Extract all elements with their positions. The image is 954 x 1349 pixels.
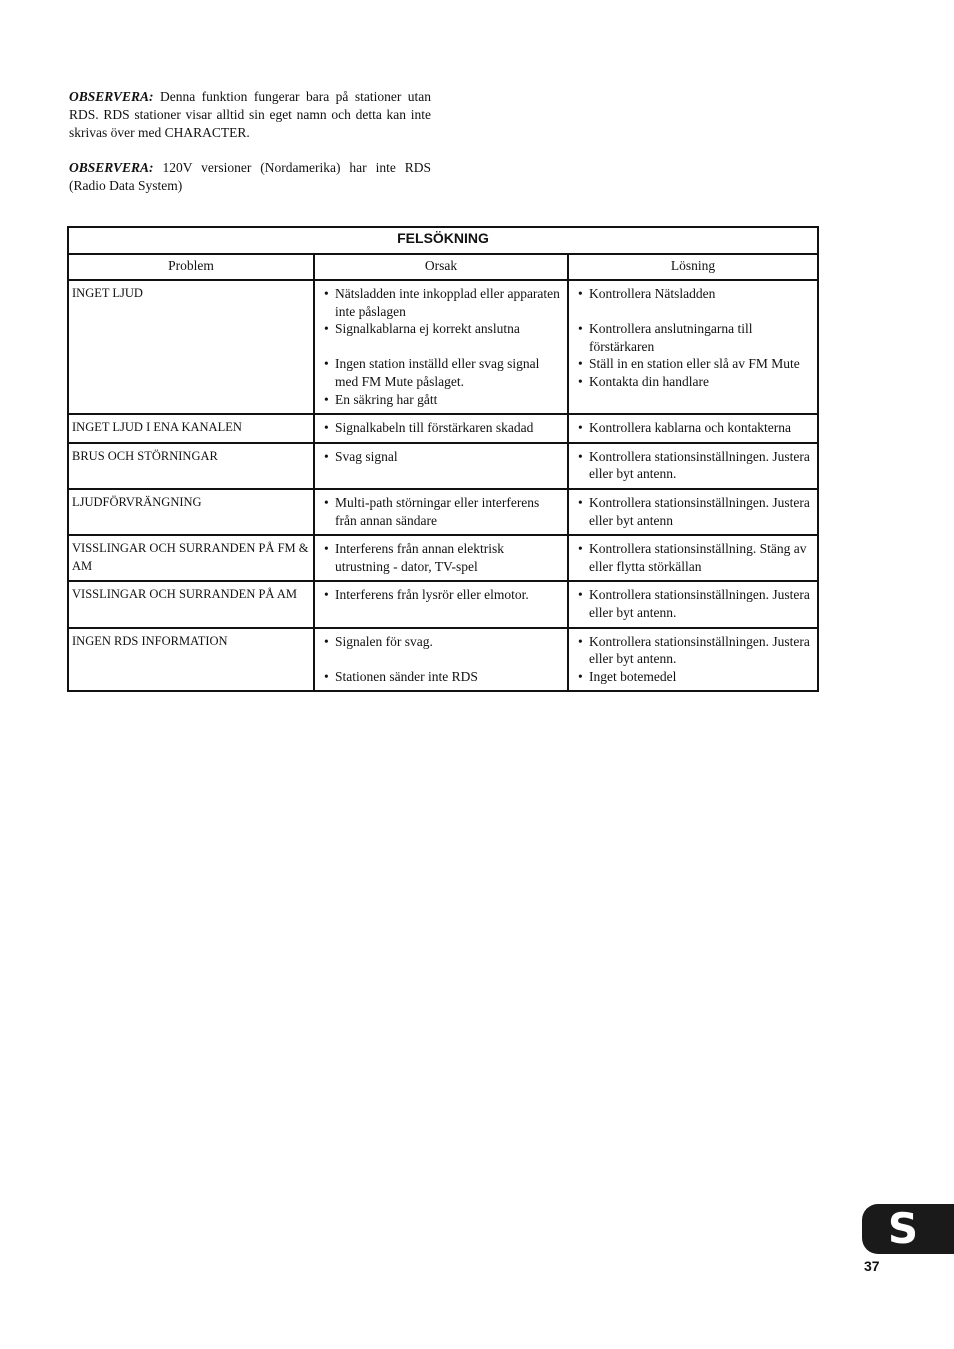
page-number: 37 <box>864 1258 880 1274</box>
cause-item: • Signalkablarna ej korrekt anslutna <box>324 320 561 338</box>
column-header-solution: Lösning <box>568 254 818 280</box>
solution-cell <box>568 280 818 414</box>
table-row <box>68 489 818 535</box>
cause-cell <box>314 414 568 443</box>
solution-cell <box>568 628 818 692</box>
cause-cell <box>314 280 568 414</box>
table-row <box>68 443 818 489</box>
cause-item: • Interferens från lysrör eller elmotor. <box>324 586 561 604</box>
cause-item: • Interferens från annan elektrisk utrustning - dator, TV-spel <box>324 540 561 575</box>
table-row <box>68 628 818 692</box>
table-row <box>68 535 818 581</box>
cause-item: • Stationen sänder inte RDS <box>324 668 561 686</box>
cause-item: • Multi-path störningar eller interferens från annan sändare <box>324 494 561 529</box>
cause-list <box>324 494 561 529</box>
cause-list <box>324 633 561 686</box>
problem-cell: VISSLINGAR OCH SURRANDEN PÅ AM <box>68 581 314 627</box>
note-120v <box>69 159 431 195</box>
column-header-problem: Problem <box>68 254 314 280</box>
solution-list <box>578 540 811 575</box>
solution-list <box>578 586 811 621</box>
solution-cell <box>568 443 818 489</box>
cause-item: • En säkring har gått <box>324 391 561 409</box>
cause-item: • Nätsladden inte inkopplad eller apparaten inte påslagen <box>324 285 561 320</box>
solution-list <box>578 285 811 391</box>
cause-list <box>324 540 561 575</box>
solution-item: • Kontrollera stationsinställningen. Justera eller byt antenn. <box>578 586 811 621</box>
solution-list <box>578 448 811 483</box>
solution-cell <box>568 414 818 443</box>
language-tab: S <box>862 1204 954 1254</box>
cause-cell <box>314 489 568 535</box>
solution-list <box>578 419 811 437</box>
problem-cell: BRUS OCH STÖRNINGAR <box>68 443 314 489</box>
solution-item: • Kontrollera stationsinställningen. Justera eller byt antenn <box>578 494 811 529</box>
problem-cell: VISSLINGAR OCH SURRANDEN PÅ FM & AM <box>68 535 314 581</box>
cause-cell <box>314 628 568 692</box>
problem-cell: LJUDFÖRVRÄNGNING <box>68 489 314 535</box>
table-row <box>68 280 818 414</box>
table-body <box>68 280 818 691</box>
cause-item: • Signalkabeln till förstärkaren skadad <box>324 419 561 437</box>
table-row <box>68 414 818 443</box>
note-text: Denna funktion fungerar bara på stationer utan RDS. RDS stationer visar alltid sin eget namn och detta kan inte skrivas över med CHARACTER. <box>69 89 431 140</box>
solution-item: • Kontrollera anslutningarna till förstärkaren <box>578 320 811 355</box>
note-label: OBSERVERA: <box>69 89 154 104</box>
notes-section <box>69 88 431 212</box>
cause-list <box>324 448 561 466</box>
solution-item: • Ställ in en station eller slå av FM Mute <box>578 355 811 373</box>
note-text: 120V versioner (Nordamerika) har inte RDS (Radio Data System) <box>69 160 432 193</box>
solution-item: • Kontrollera stationsinställningen. Justera eller byt antenn. <box>578 633 811 668</box>
table-title: FELSÖKNING <box>68 227 818 254</box>
cause-cell <box>314 443 568 489</box>
solution-list <box>578 633 811 686</box>
problem-cell: INGET LJUD <box>68 280 314 414</box>
solution-item: • Kontrollera kablarna och kontakterna <box>578 419 811 437</box>
cause-cell <box>314 581 568 627</box>
solution-item: • Kontakta din handlare <box>578 373 811 391</box>
solution-list <box>578 494 811 529</box>
note-label: OBSERVERA: <box>69 160 154 175</box>
note-rds <box>69 88 431 142</box>
cause-list <box>324 586 561 604</box>
column-header-cause: Orsak <box>314 254 568 280</box>
cause-list <box>324 285 561 408</box>
solution-cell <box>568 489 818 535</box>
cause-item: • Svag signal <box>324 448 561 466</box>
cause-list <box>324 419 561 437</box>
solution-cell <box>568 581 818 627</box>
problem-cell: INGEN RDS INFORMATION <box>68 628 314 692</box>
problem-cell: INGET LJUD I ENA KANALEN <box>68 414 314 443</box>
solution-item: • Kontrollera stationsinställningen. Justera eller byt antenn. <box>578 448 811 483</box>
solution-item: • Kontrollera Nätsladden <box>578 285 811 303</box>
table-row <box>68 581 818 627</box>
solution-item: • Kontrollera stationsinställning. Stäng av eller flytta störkällan <box>578 540 811 575</box>
cause-cell <box>314 535 568 581</box>
solution-item: • Inget botemedel <box>578 668 811 686</box>
cause-item: • Ingen station inställd eller svag signal med FM Mute påslaget. <box>324 355 561 390</box>
cause-item: • Signalen för svag. <box>324 633 561 651</box>
solution-cell <box>568 535 818 581</box>
troubleshooting-table <box>67 226 819 692</box>
